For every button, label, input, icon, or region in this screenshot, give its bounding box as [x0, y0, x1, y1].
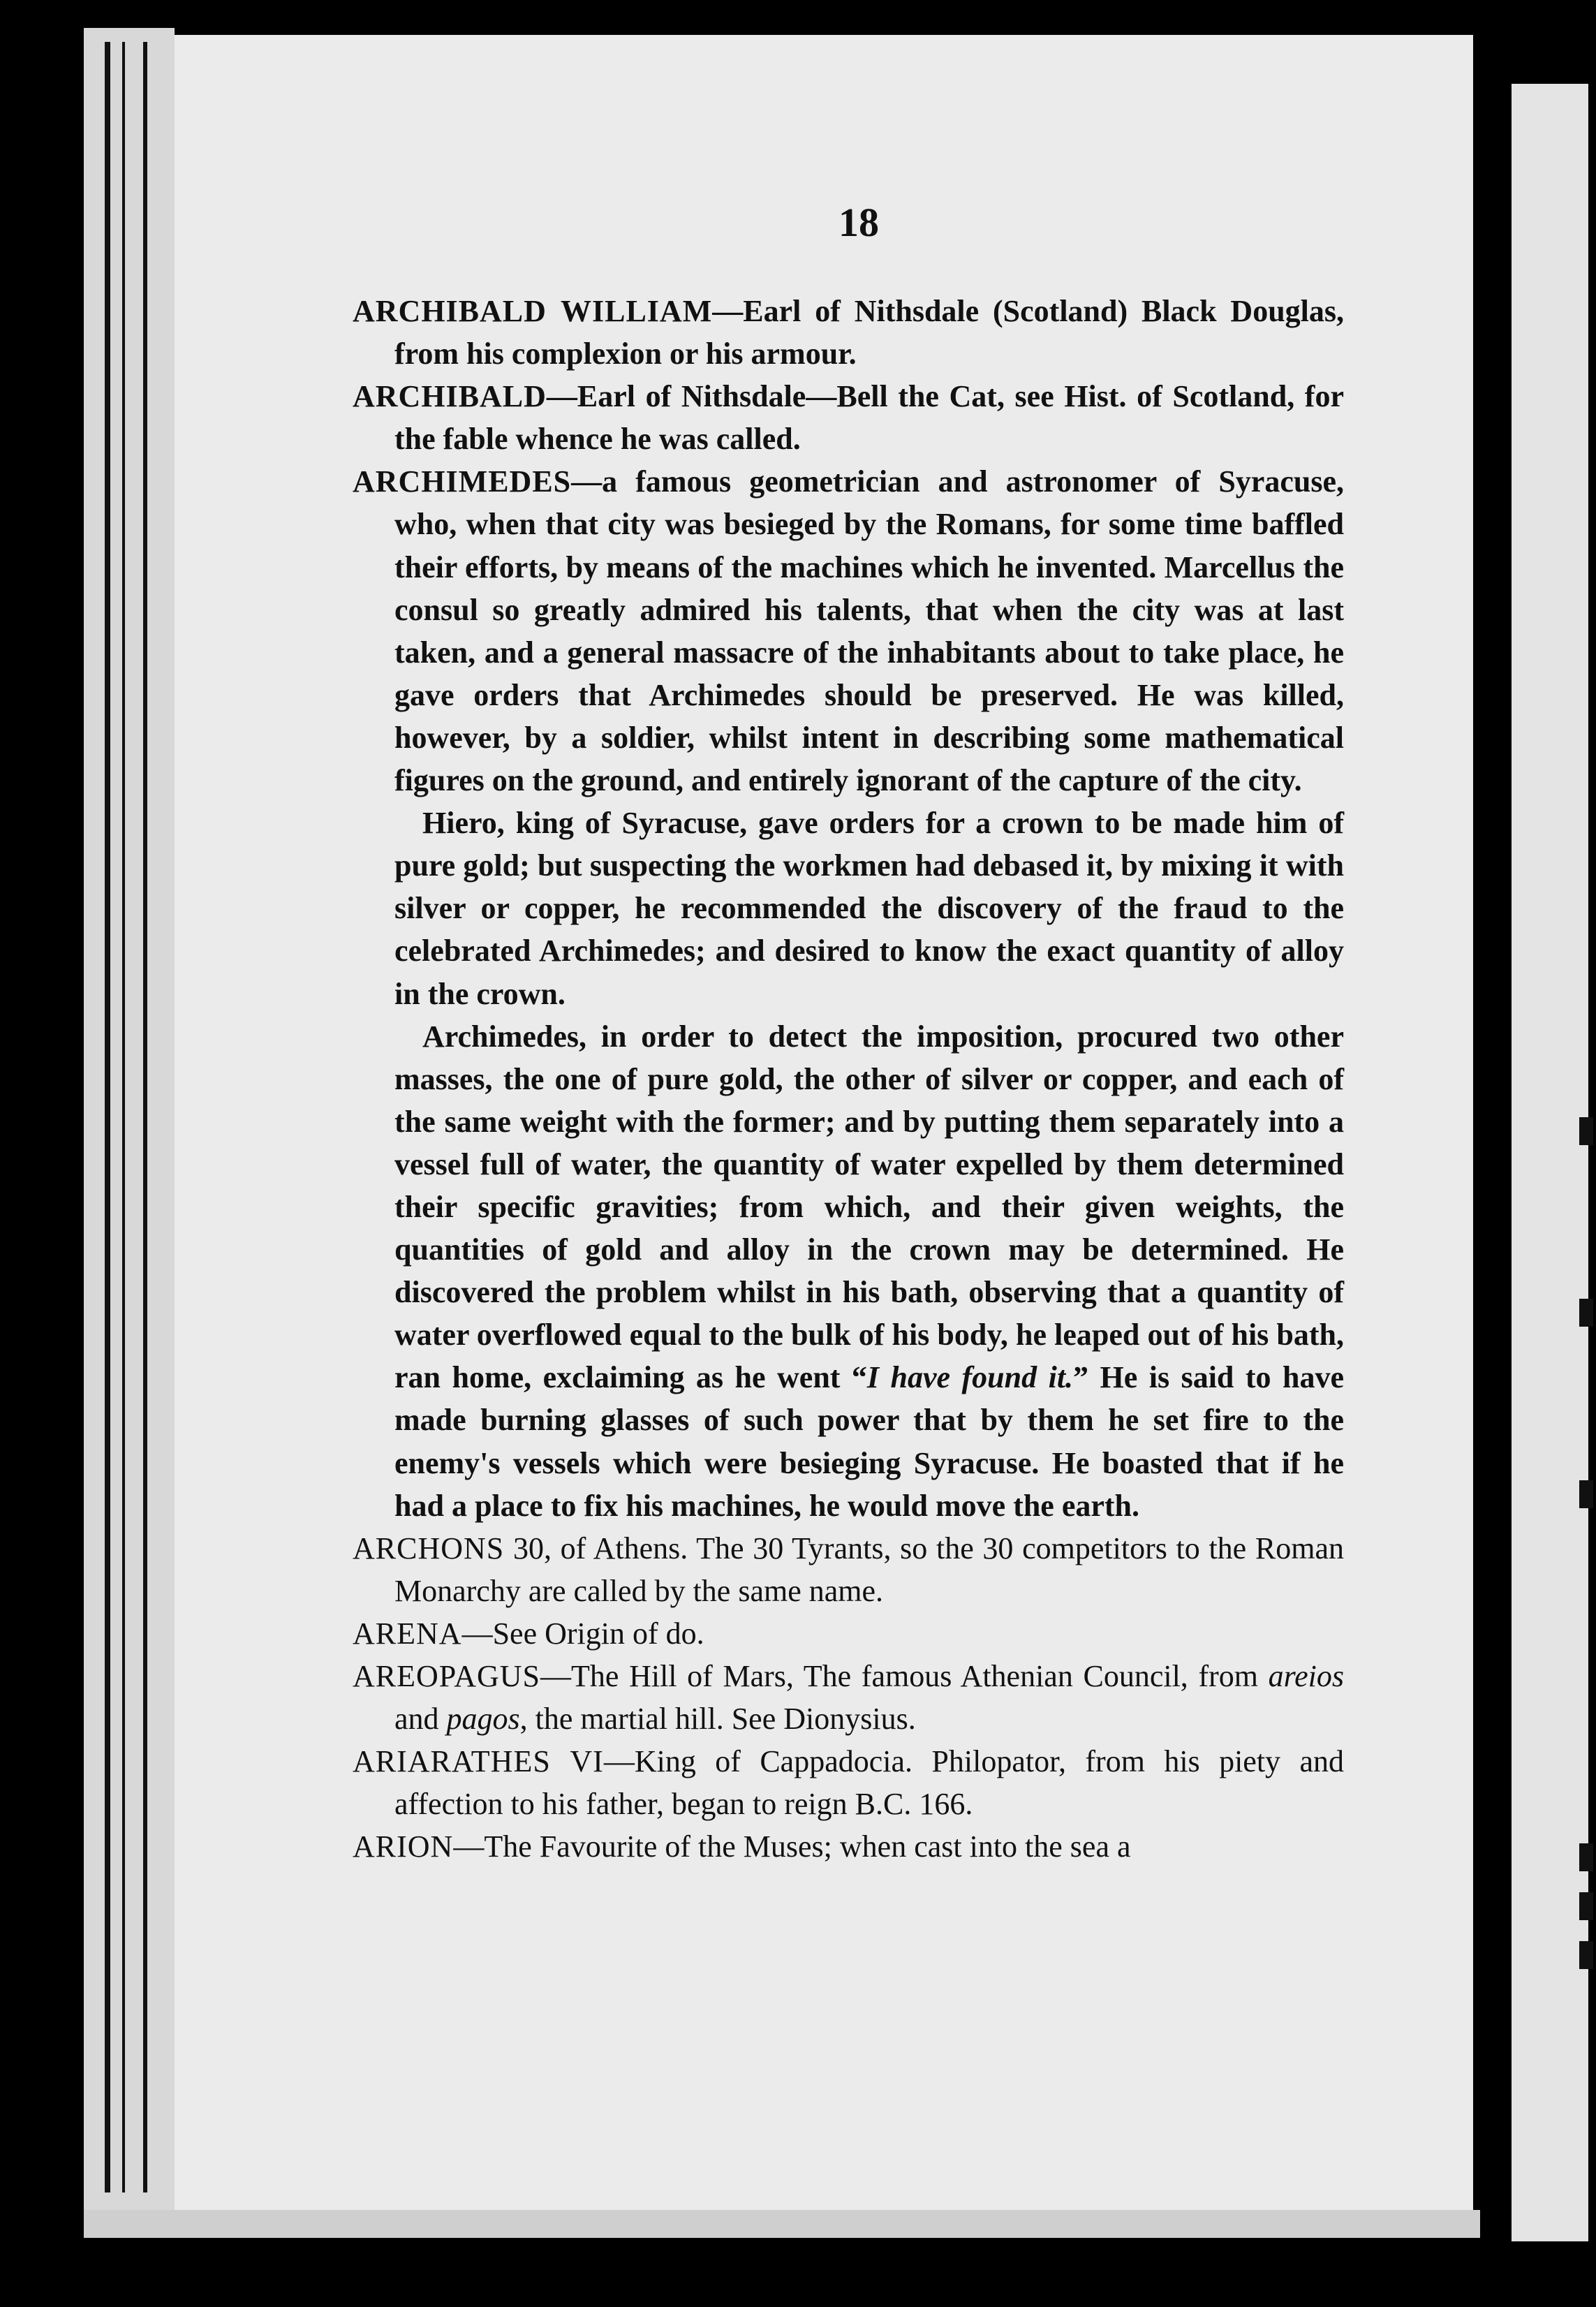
entry-arena — [353, 1612, 1344, 1655]
entry-body: —Earl of Nithsdale (Scotland) Black Douglas, from his complexion or his armour. — [394, 294, 1345, 371]
greek-word-pagos: pagos — [446, 1702, 520, 1737]
entry-head: AREOPAGUS — [353, 1659, 541, 1693]
paragraph-archimedes-method — [353, 1015, 1344, 1527]
greek-word-areios: areios — [1268, 1659, 1344, 1693]
entry-ariarathes — [353, 1740, 1344, 1825]
entry-body: —King of Cappadocia. Philopator, from his piety and affection to his father, began to reign B.C. 166. — [394, 1744, 1344, 1822]
entry-archibald-william — [353, 290, 1344, 375]
entry-head: ARCHIBALD WILLIAM — [353, 294, 713, 328]
facing-page-edge — [1512, 84, 1588, 2241]
entry-areopagus — [353, 1655, 1344, 1740]
binding-edge-line — [143, 42, 147, 2192]
quote-i-have-found-it: I have found it. — [866, 1360, 1074, 1395]
entry-body: —See Origin of do. — [461, 1616, 704, 1651]
entry-archibald — [353, 375, 1344, 460]
entry-body: 30, of Athens. The 30 Tyrants, so the 30 competitors to the Roman Monarchy are called by the same name. — [394, 1531, 1344, 1608]
dictionary-text — [353, 290, 1344, 1868]
paragraph-text: ” He is said to have made burning glasses of such power that by them he set fire to the enemy's vessels which were besieging Syracuse. He boasted that if he had a place to fix his machines, he would move the earth. — [394, 1360, 1344, 1523]
entry-head: ARIARATHES VI — [353, 1744, 604, 1779]
entry-body: and — [394, 1702, 447, 1737]
entry-head: ARCHIBALD — [353, 379, 547, 414]
paragraph-text: Archimedes, in order to detect the imposition, procured two other masses, the one of pure gold, the other of silver or copper, and each of the same weight with the former; and by putting them separately into a vessel full of water, the quantity of water expelled by them determined their specific gravities; from which, and their given weights, the quantities of gold and alloy in the crown may be determined. He discovered the problem whilst in his bath, observing that a quantity of water overflowed equal to the bulk of his body, he leaped out of his bath, ran home, exclaiming as he went “ — [394, 1019, 1344, 1395]
entry-body: —a famous geometrician and astronomer of Syracuse, who, when that city was besieged by the Romans, for some time baffled their efforts, by means of the machines which he invented. Marcellus the consul so greatly admired his talents, that when the city was at last taken, and a general massacre of the inhabitants about to take place, he gave orders that Archimedes should be preserved. He was killed, however, by a soldier, whilst intent in describing some mathematical figures on the ground, and entirely ignorant of the capture of the city. — [394, 464, 1344, 798]
entry-body: —The Hill of Mars, The famous Athenian Council, from — [540, 1659, 1269, 1693]
entry-body: , the martial hill. See Dionysius. — [519, 1702, 916, 1737]
page-number: 18 — [838, 200, 879, 245]
page-bottom-edge — [84, 2210, 1480, 2238]
binding-edge-line — [105, 42, 110, 2192]
paragraph-hiero: Hiero, king of Syracuse, gave orders for a crown to be made him of pure gold; but suspecting the workmen had debased it, by mixing it with silver or copper, he recommended the discovery of the fraud to the celebrated Archimedes; and desired to know the exact quantity of alloy in the crown. — [394, 806, 1344, 1011]
entry-head: ARION — [353, 1829, 454, 1864]
entry-body: —The Favourite of the Muses; when cast into the sea a — [453, 1829, 1131, 1864]
entry-head: ARCHONS — [353, 1531, 505, 1565]
entry-head: ARCHIMEDES — [353, 464, 572, 499]
entry-archons — [353, 1527, 1344, 1612]
entry-archimedes — [353, 460, 1344, 802]
book-binding — [84, 28, 175, 2220]
entry-arion — [353, 1825, 1344, 1868]
entry-body: —Earl of Nithsdale—Bell the Cat, see Hist. of Scotland, for the fable whence he was called. — [394, 379, 1344, 457]
binding-edge-line — [122, 42, 125, 2192]
entry-head: ARENA — [353, 1616, 462, 1651]
facing-page-letter-fragments — [1579, 1117, 1596, 1955]
